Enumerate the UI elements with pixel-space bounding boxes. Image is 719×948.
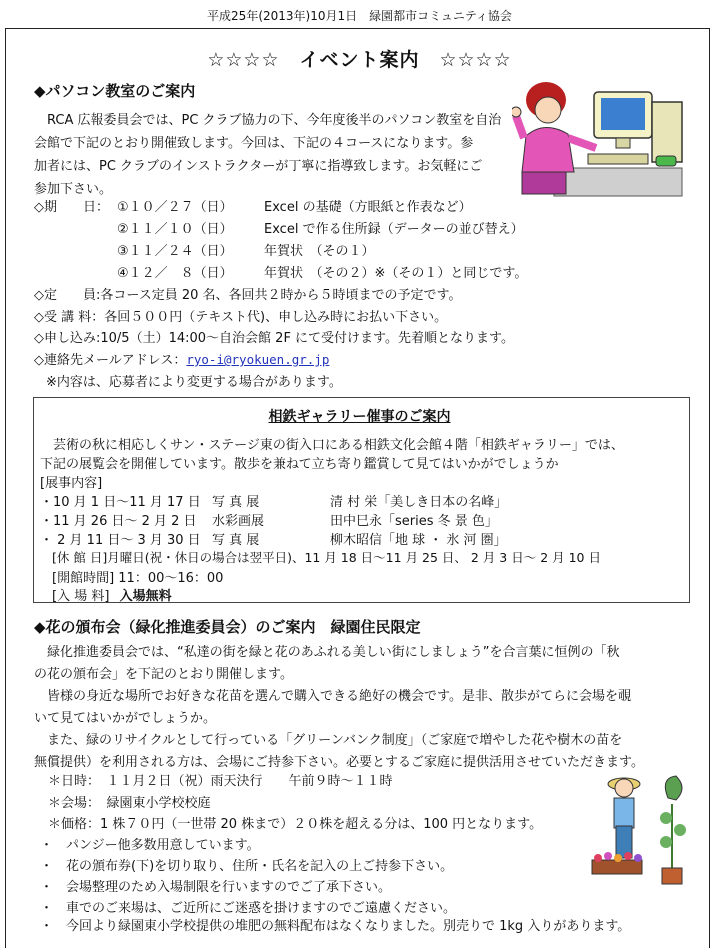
flower-para-line-3: 皆様の身近な場所でお好きな花苗を選んで購入できる絶好の機会です。是非、散歩がてらに会場を覗: [34, 689, 631, 704]
exhibit-kind-3: 写 真 展: [212, 533, 260, 548]
pc-note: ※内容は、応募者により変更する場合があります。: [46, 375, 342, 390]
pc-intro-line-4: 参加下さい。: [34, 182, 113, 197]
flower-note-4: ・ 車でのご来場は、ご近所にご迷惑を掛けますのでご遠慮ください。: [40, 901, 457, 916]
gallery-hours: [開館時間] 11：00～16：00: [52, 571, 224, 586]
exhibit-kind-1: 写 真 展: [212, 495, 260, 510]
pc-fee: ◇受 講 料：各回５００円（テキスト代)、申し込み時にお払い下さい。: [34, 310, 448, 325]
pc-intro-line-1: RCA 広報委員会では、PC クラブ協力の下、今年度後半のパソコン教室を自治: [34, 113, 502, 128]
schedule-topic-4: 年賀状 （その２）※（その１）と同じです。: [264, 266, 528, 281]
gallery-admission-row: [52, 585, 172, 604]
schedule-date-1: ①１０／２７（日）: [117, 200, 233, 215]
exhibit-artist-1: 清 村 栄「美しき日本の名峰」: [330, 495, 508, 510]
gallery-closed-days: [休 館 日]月曜日(祝・休日の場合は翌平日)、11 月 18 日～11 月 25 日、 2 月 3 日～ 2 月 10 日: [52, 550, 601, 565]
flower-note-2: ・ 花の頒布券(下)を切り取り、住所・氏名を記入の上ご持参下さい。: [40, 859, 454, 874]
gallery-contents-label: [展事内容]: [40, 476, 103, 491]
flower-note-5: ・ 今回より緑園東小学校提供の堆肥の無料配布はなくなりました。別売りで 1kg 入りがあります。: [40, 919, 631, 934]
page-title: ☆☆☆☆ イベント案内 ☆☆☆☆: [207, 49, 512, 71]
schedule-date-3: ③１１／２４（日）: [117, 244, 233, 259]
gardener-illustration: [590, 768, 690, 896]
flower-note-1: ・ パンジー他多数用意しています。: [40, 838, 260, 853]
flower-note-3: ・ 会場整理のため入場制限を行いますのでご了承下さい。: [40, 880, 392, 895]
flower-detail-date: ＊日時： １１月２日（祝）雨天決行 午前９時～１１時: [48, 774, 393, 789]
schedule-date-4: ④１２／ ８（日）: [117, 266, 233, 281]
schedule-topic-3: 年賀状 （その１）: [264, 244, 375, 259]
pc-period-label: ◇期 日：: [34, 200, 109, 215]
pc-class-heading: ◆パソコン教室のご案内: [34, 82, 196, 100]
flower-para-line-4: いて見てはいかがでしょうか。: [34, 711, 217, 726]
gallery-intro-line-2: 下記の展覧会を開催しています。散歩を兼ねて立ち寄り鑑賞して見てはいかがでしょうか: [40, 457, 559, 472]
gallery-admission-label: [入 場 料]: [52, 589, 110, 604]
pc-email-link[interactable]: ryo-i@ryokuen.gr.jp: [186, 352, 330, 367]
header-date-line: 平成25年(2013年)10月1日 緑園都市コミュニティ協会: [207, 9, 512, 23]
flower-para-line-1: 緑化推進委員会では、“私達の街を緑と花のあふれる美しい街にしましょう”を合言葉に恒例の「秋: [34, 645, 620, 660]
flower-para-line-6: 無償提供）を利用される方は、会場にご持参下さい。必要とするご家庭に提供活用させていただきます。: [34, 755, 644, 770]
exhibit-dates-2: ・11 月 26 日～ 2 月 2 日: [40, 514, 197, 529]
schedule-topic-1: Excel の基礎（方眼紙と作表など）: [264, 200, 472, 215]
pc-email-label: ◇連絡先メールアドレス：: [34, 353, 187, 368]
exhibit-artist-2: 田中巳永「series 冬 景 色」: [330, 514, 498, 529]
pc-email-row: [34, 349, 329, 368]
exhibit-kind-2: 水彩画展: [212, 514, 265, 529]
pc-capacity: ◇定 員:各コース定員 20 名、各回共２時から５時頃までの予定です。: [34, 288, 462, 303]
gallery-intro-line-1: 芸術の秋に相応しくサン・ステージ東の街入口にある相鉄文化会館４階「相鉄ギャラリー」では、: [40, 438, 624, 453]
exhibit-dates-3: ・ 2 月 11 日～ 3 月 30 日: [40, 533, 201, 548]
pc-apply: ◇申し込み:10/5（土）14:00～自治会館 2F にて受付けます。先着順となります。: [34, 331, 514, 346]
schedule-date-2: ②１１／１０（日）: [117, 222, 233, 237]
schedule-topic-2: Excel で作る住所録（データーの並び替え）: [264, 222, 524, 237]
gallery-admission-value: 入場無料: [119, 589, 172, 604]
flower-detail-price: ＊価格：1 株７０円（一世帯 20 株まで）２０株を超える分は、100 円となります。: [48, 817, 543, 832]
flower-heading: ◆花の頒布会（緑化推進委員会）のご案内 緑園住民限定: [34, 618, 421, 636]
flower-detail-venue: ＊会場： 緑園東小学校校庭: [48, 796, 211, 811]
pc-intro-line-3: 加者には、PC クラブのインストラクターが丁寧に指導致します。お気軽にご: [34, 159, 483, 174]
exhibit-dates-1: ・10 月 1 日～11 月 17 日: [40, 495, 201, 510]
gallery-title: 相鉄ギャラリー催事のご案内: [268, 409, 451, 425]
computer-user-illustration: [512, 76, 692, 198]
pc-intro-line-2: 会館で下記のとおり開催致します。今回は、下記の４コースになります。参: [34, 136, 474, 151]
exhibit-artist-3: 柳木昭信「地 球 ・ 氷 河 圏」: [330, 533, 507, 548]
flower-para-line-2: の花の頒布会」を下記のとおり開催します。: [34, 667, 293, 682]
flower-para-line-5: また、緑のリサイクルとして行っている「グリーンバンク制度」（ご家庭で増やした花や樹木の苗を: [34, 733, 623, 748]
